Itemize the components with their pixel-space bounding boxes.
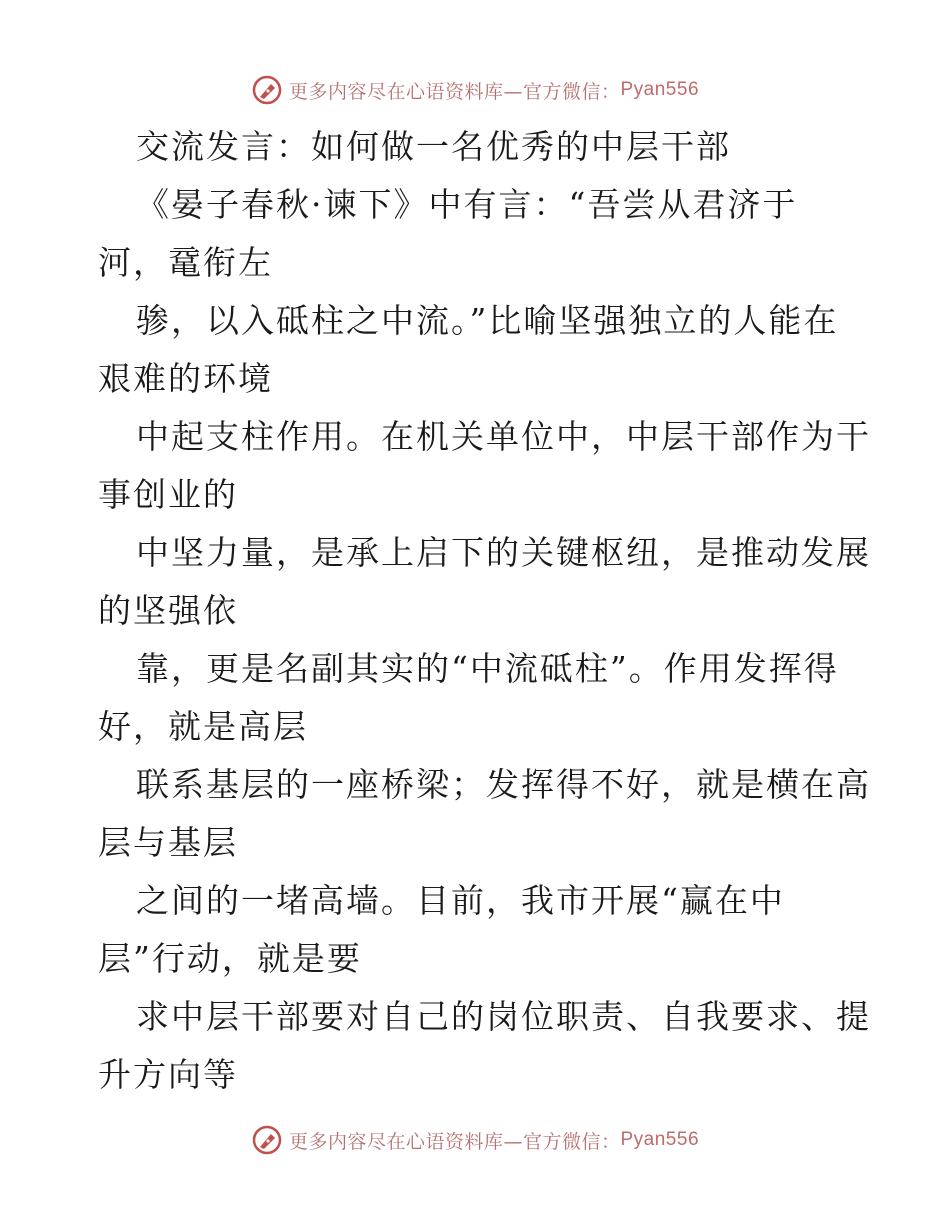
text-line: 求中层干部要对自己的岗位职责、自我要求、提 — [136, 997, 871, 1036]
pen-nib-circle-icon — [251, 1124, 283, 1156]
text-line: 升方向等 — [98, 1055, 238, 1094]
watermark-wechat-id: Pyan556 — [620, 1129, 700, 1150]
watermark-text: 更多内容尽在心语资料库—官方微信： — [288, 1130, 621, 1153]
document-body — [98, 118, 871, 1104]
text-line: 层与基层 — [98, 823, 238, 862]
text-line: 层”行动，就是要 — [98, 939, 362, 978]
text-line: 河，鼋衔左 — [98, 243, 273, 282]
header-watermark — [0, 70, 950, 110]
text-line: 骖，以入砥柱之中流。”比喻坚强独立的人能在 — [136, 301, 839, 340]
text-line: 交流发言：如何做一名优秀的中层干部 — [136, 127, 731, 166]
text-line: 的坚强依 — [98, 591, 238, 630]
watermark-wechat-id: Pyan556 — [620, 79, 700, 100]
pen-nib-circle-icon — [251, 74, 283, 106]
text-line: 艰难的环境 — [98, 359, 273, 398]
text-line: 好，就是高层 — [98, 707, 308, 746]
text-line: 联系基层的一座桥梁；发挥得不好，就是横在高 — [136, 765, 871, 804]
text-line: 事创业的 — [98, 475, 238, 514]
text-line: 中坚力量，是承上启下的关键枢纽，是推动发展 — [136, 533, 871, 572]
text-line: 靠，更是名副其实的“中流砥柱”。作用发挥得 — [136, 649, 839, 688]
text-line: 中起支柱作用。在机关单位中，中层干部作为干 — [136, 417, 871, 456]
watermark-text: 更多内容尽在心语资料库—官方微信： — [288, 80, 621, 103]
text-line: 之间的一堵高墙。目前，我市开展“赢在中 — [136, 881, 785, 920]
text-line: 《晏子春秋·谏下》中有言：“吾尝从君济于 — [136, 185, 798, 224]
footer-watermark — [0, 1120, 950, 1160]
